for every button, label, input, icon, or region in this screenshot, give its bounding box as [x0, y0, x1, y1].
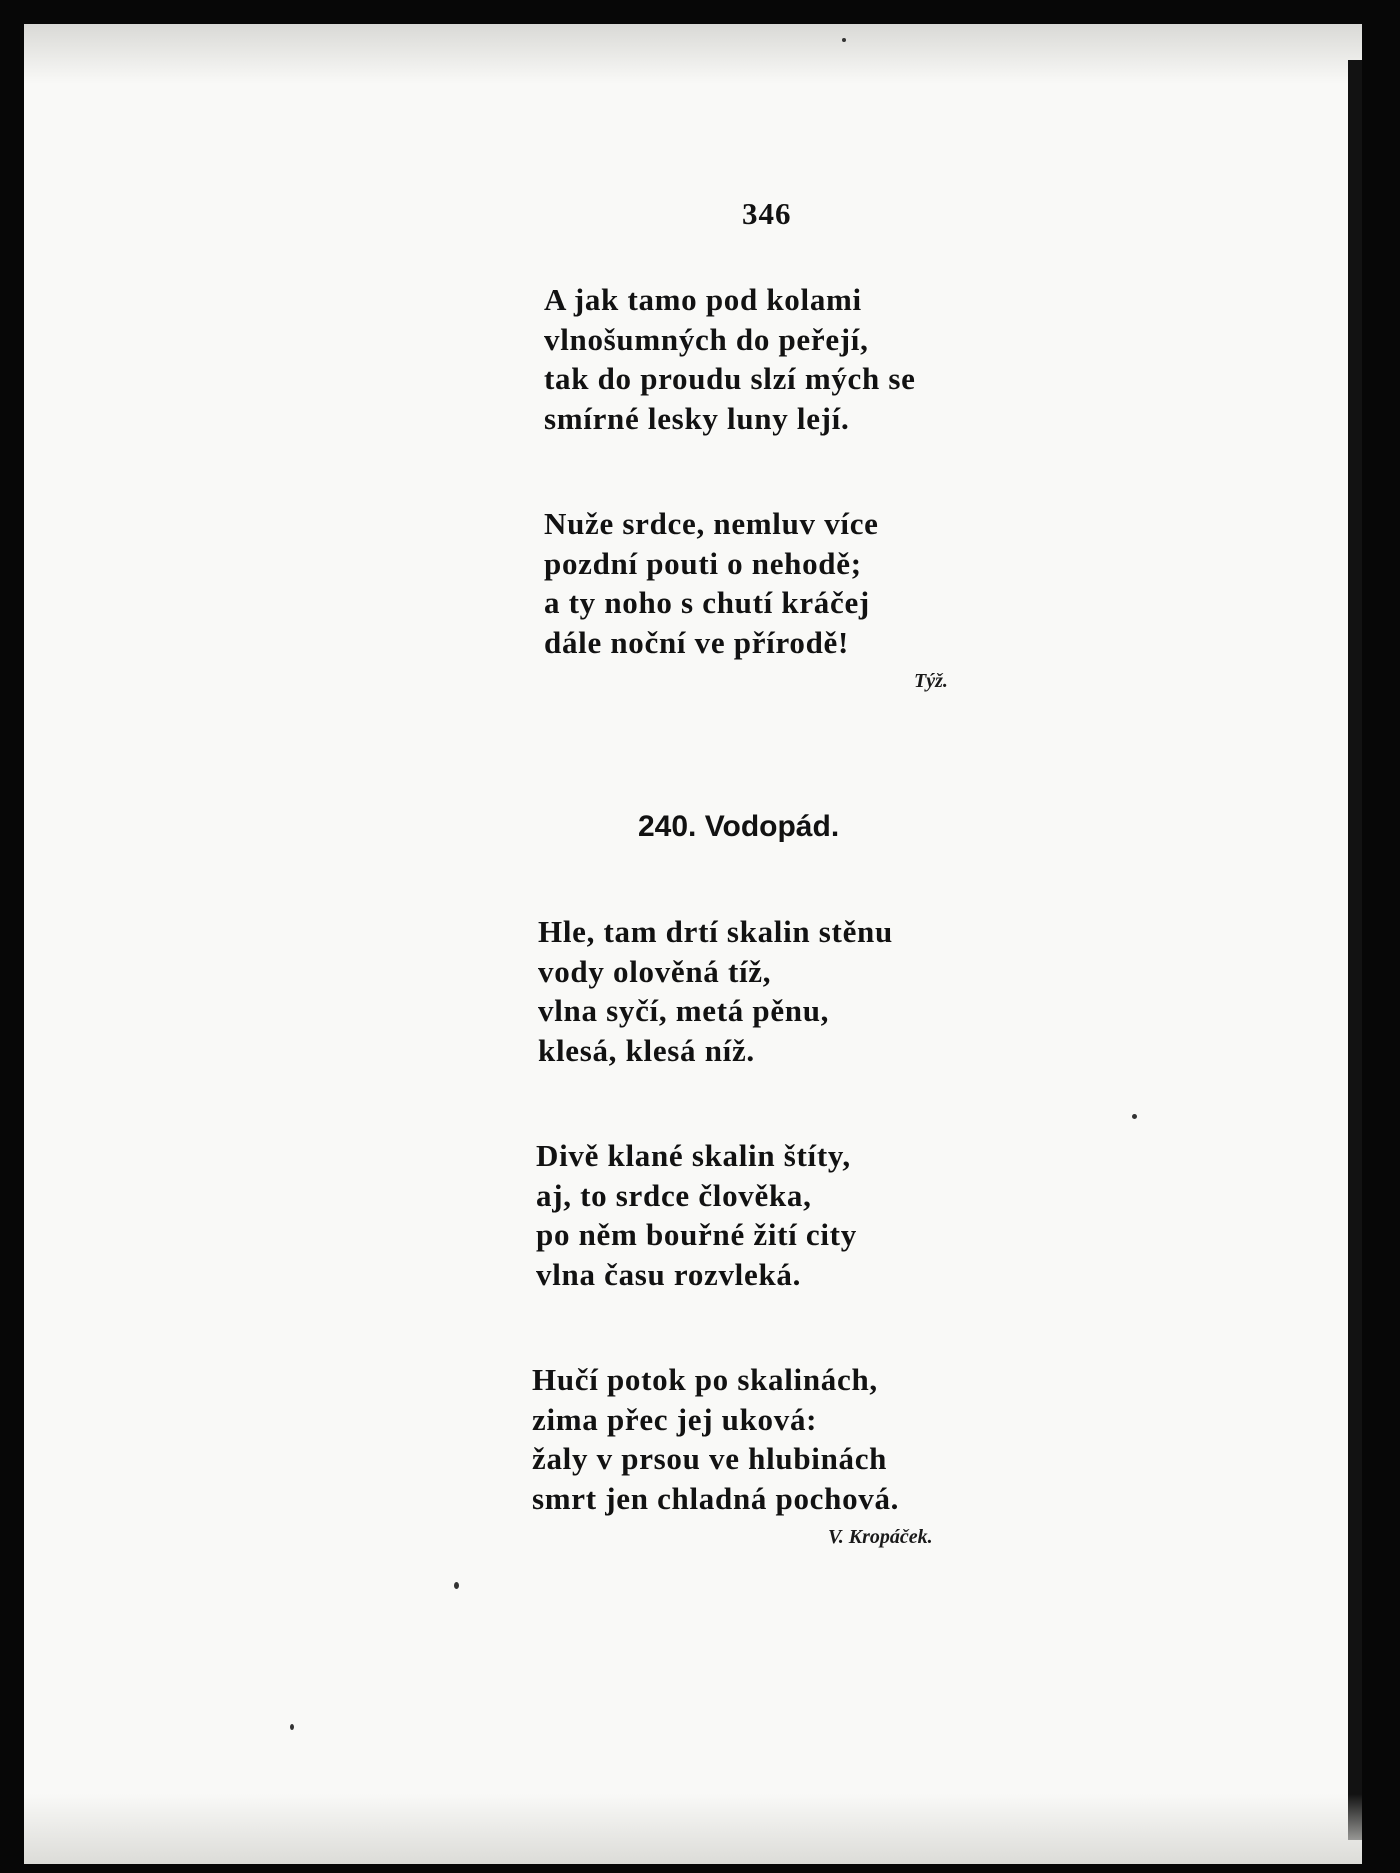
verse-line: smírné lesky luny lejí. — [544, 400, 850, 436]
verse-line: žaly v prsou ve hlubinách — [532, 1441, 888, 1476]
stanza — [544, 504, 879, 662]
poem-attribution: V. Kropáček. — [828, 1526, 933, 1548]
verse-line: vlna času rozvleká. — [536, 1256, 802, 1292]
verse-line: zima přec jej uková: — [532, 1401, 818, 1437]
verse-line: Hle, tam drtí skalin stěnu — [538, 914, 893, 949]
paper-speck — [290, 1724, 294, 1730]
verse-line: dále noční ve přírodě! — [544, 624, 850, 660]
verse-line: aj, to srdce člověka, — [536, 1177, 812, 1213]
book-page — [24, 24, 1362, 1864]
verse-line: pozdní pouti o nehodě; — [544, 545, 862, 581]
verse-line: Divě klané skalin štíty, — [536, 1138, 851, 1173]
verse-line: vody olověná tíž, — [538, 953, 772, 989]
poem-title: 240. Vodopád. — [638, 810, 840, 843]
paper-speck — [842, 38, 846, 42]
poem-attribution: Týž. — [914, 670, 948, 692]
verse-line: Nuže srdce, nemluv více — [544, 506, 879, 541]
verse-line: tak do proudu slzí mých se — [544, 361, 916, 396]
stanza — [536, 1136, 857, 1294]
verse-line: Hučí potok po skalinách, — [532, 1362, 878, 1397]
stanza — [538, 912, 893, 1070]
stanza — [532, 1360, 899, 1518]
page-number: 346 — [742, 196, 792, 231]
stanza — [544, 280, 916, 438]
verse-line: klesá, klesá níž. — [538, 1032, 755, 1068]
verse-line: vlna syčí, metá pěnu, — [538, 993, 830, 1028]
paper-speck — [454, 1582, 459, 1589]
verse-line: A jak tamo pod kolami — [544, 282, 862, 317]
verse-line: vlnošumných do peřejí, — [544, 321, 869, 357]
paper-speck — [1132, 1114, 1137, 1119]
page-edge-shadow — [1348, 60, 1362, 1840]
verse-line: a ty noho s chutí kráčej — [544, 585, 870, 620]
verse-line: po něm bouřné žití city — [536, 1217, 857, 1252]
verse-line: smrt jen chladná pochová. — [532, 1480, 900, 1516]
